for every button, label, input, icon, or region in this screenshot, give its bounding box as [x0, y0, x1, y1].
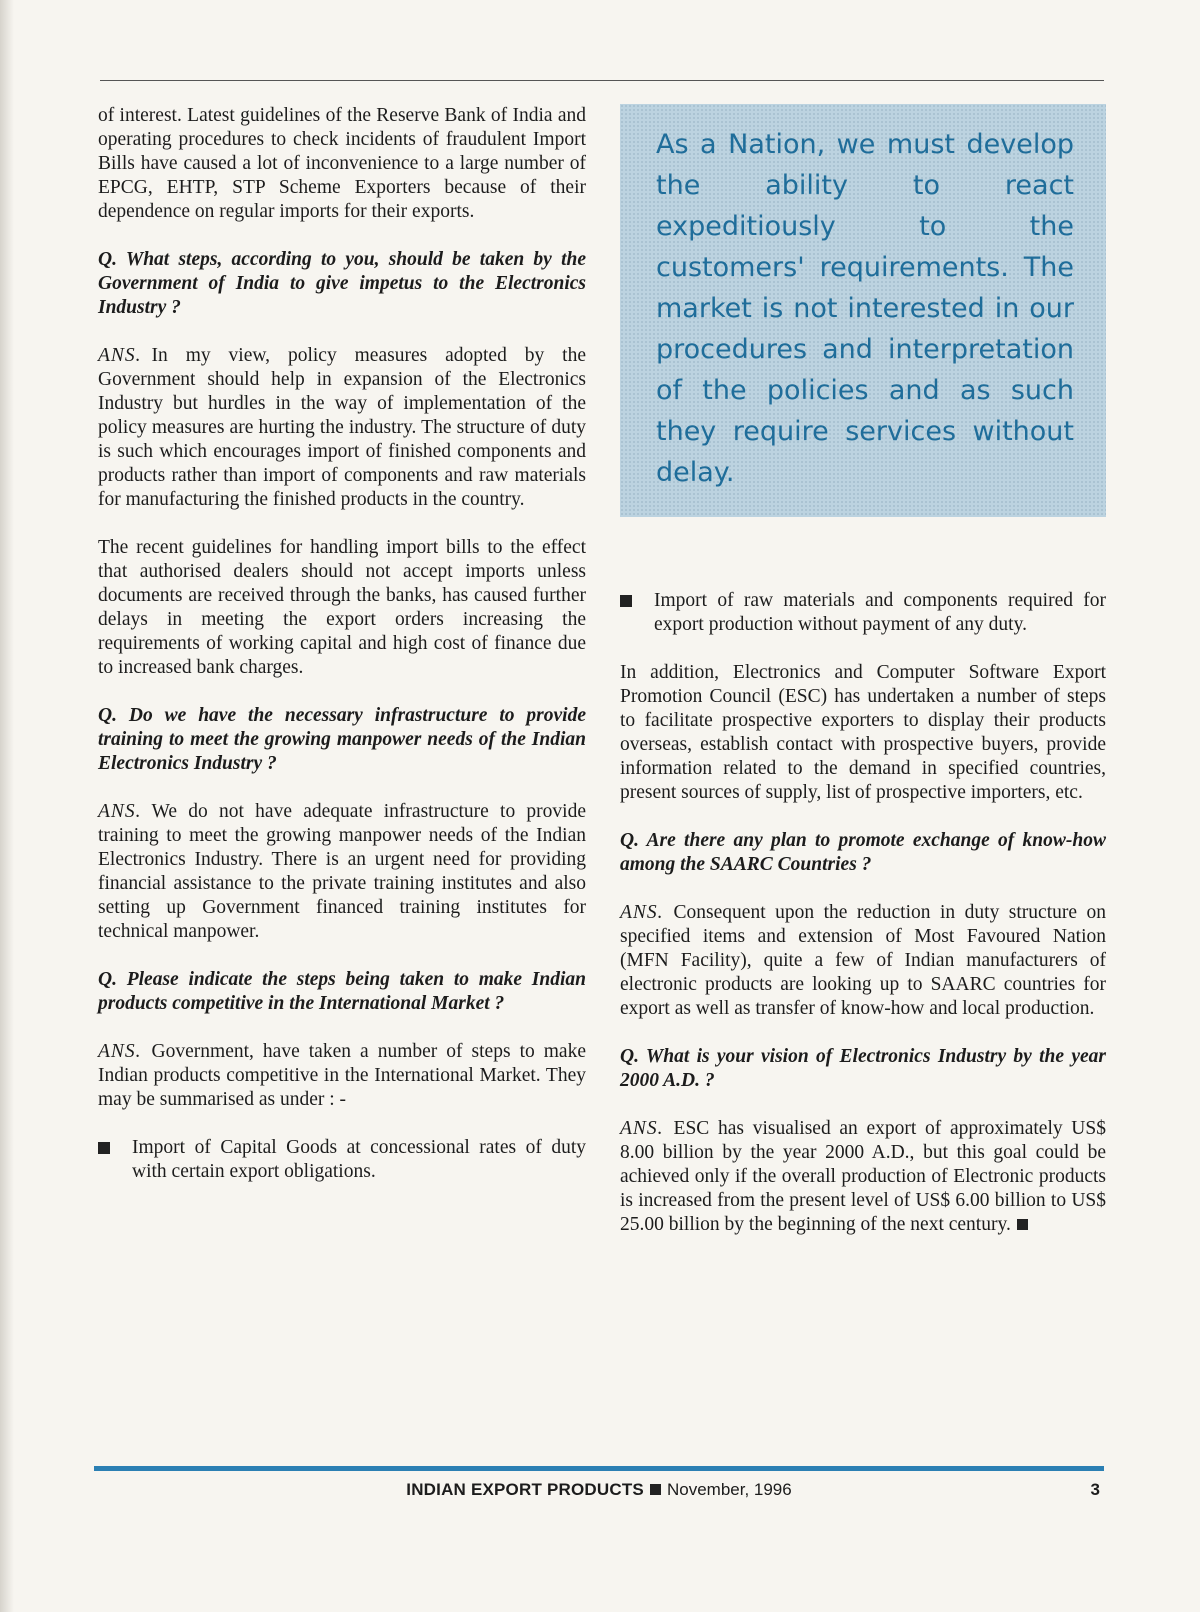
answer-1-lead: ANS. [98, 345, 142, 366]
square-bullet-icon [620, 595, 632, 607]
question-1-text: What steps, according to you, should be taken by the Government of India to give impetus to the Electronics Industry ? [98, 249, 586, 318]
pull-quote-callout: As a Nation, we must develop the ability to react expeditiously to the customers' requirements. The market is not interested in our procedures and interpretation of the policies and as such they require services without delay. [620, 104, 1106, 517]
bullet-item-capital-goods [98, 1136, 586, 1184]
answer-3-text: Government, have taken a number of steps to make Indian products competitive in the International Market. They may be summarised as under : - [98, 1041, 586, 1110]
footer-center [94, 1480, 1104, 1500]
answer-1 [98, 344, 586, 512]
answer-5 [620, 1117, 1106, 1237]
question-3 [98, 968, 586, 1016]
left-column [98, 104, 586, 1208]
bullet-item-raw-materials [620, 589, 1106, 637]
publication-name: INDIAN EXPORT PRODUCTS [406, 1480, 644, 1499]
answer-5-lead: ANS. [620, 1118, 664, 1139]
question-5-lead: Q. [620, 1046, 639, 1067]
answer-4-lead: ANS. [620, 902, 664, 923]
answer-5-text: ESC has visualised an export of approximately US$ 8.00 billion by the year 2000 A.D., but this goal could be achieved only if the overall production of Electronic products is increased from the present level of US$ 6.00 billion to US$ 25.00 billion by the beginning of the next century. [620, 1118, 1106, 1235]
question-2 [98, 704, 586, 776]
answer-4 [620, 901, 1106, 1021]
answer-2-lead: ANS. [98, 801, 142, 822]
bullet-text: Import of raw materials and components required for export production without payment of any duty. [654, 590, 1106, 635]
page-number: 3 [1090, 1480, 1100, 1499]
answer-3 [98, 1040, 586, 1112]
question-3-text: Please indicate the steps being taken to make Indian products competitive in the International Market ? [98, 969, 587, 1014]
footer-rule [94, 1466, 1104, 1471]
end-of-article-icon [1017, 1219, 1028, 1230]
question-4 [620, 829, 1106, 877]
top-rule [100, 80, 1104, 81]
question-2-text: Do we have the necessary infrastructure to provide training to meet the growing manpower needs of the Indian Electronics Industry ? [98, 705, 587, 774]
question-4-text: Are there any plan to promote exchange of know-how among the SAARC Countries ? [620, 830, 1106, 875]
question-5-text: What is your vision of Electronics Industry by the year 2000 A.D. ? [620, 1046, 1106, 1091]
esc-paragraph: In addition, Electronics and Computer Software Export Promotion Council (ESC) has undertaken a number of steps to facilitate prospective exporters to display their products overseas, establish contact with prospective buyers, provide information related to the demand in specified countries, present sources of supply, list of prospective importers, etc. [620, 662, 1106, 803]
answer-4-text: Consequent upon the reduction in duty structure on specified items and extension of Most Favoured Nation (MFN Facility), quite a few of Indian manufacturers of electronic products are looking up to SAARC countries for export as well as transfer of know-how and local production. [620, 902, 1106, 1019]
question-1 [98, 248, 586, 320]
issue-date: November, 1996 [666, 1480, 792, 1499]
answer-3-lead: ANS. [98, 1041, 142, 1062]
question-3-lead: Q. [98, 969, 117, 990]
intro-paragraph: of interest. Latest guidelines of the Reserve Bank of India and operating procedures to check incidents of fraudulent Import Bills have caused a lot of inconvenience to a large number of EPCG, EHTP, STP Scheme Exporters because of their dependence on regular imports for their exports. [98, 105, 586, 222]
answer-1-continued: The recent guidelines for handling import bills to the effect that authorised dealers should not accept imports unless documents are received through the banks, has caused further delays in meeting the export orders increasing the requirements of working capital and high cost of finance due to increased bank charges. [98, 537, 586, 678]
question-2-lead: Q. [98, 705, 117, 726]
question-4-lead: Q. [620, 830, 639, 851]
square-separator-icon [650, 1484, 661, 1495]
square-bullet-icon [98, 1142, 110, 1154]
right-column [620, 104, 1106, 1261]
answer-2 [98, 800, 586, 944]
question-5 [620, 1045, 1106, 1093]
bullet-text: Import of Capital Goods at concessional rates of duty with certain export obligations. [132, 1137, 586, 1182]
page-edge-shadow [0, 0, 14, 1612]
answer-2-text: We do not have adequate infrastructure to provide training to meet the growing manpower needs of the Indian Electronics Industry. There is an urgent need for providing financial assistance to the private training institutes and also setting up Government financed training institutes for technical manpower. [98, 801, 586, 942]
question-1-lead: Q. [98, 249, 117, 270]
page-footer [94, 1480, 1104, 1510]
answer-1-text: In my view, policy measures adopted by the Government should help in expansion of the Electronics Industry but hurdles in the way of implementation of the policy measures are hurting the industry. The structure of duty is such which encourages import of finished components and products rather than import of components and raw materials for manufacturing the finished products in the country. [98, 345, 586, 510]
